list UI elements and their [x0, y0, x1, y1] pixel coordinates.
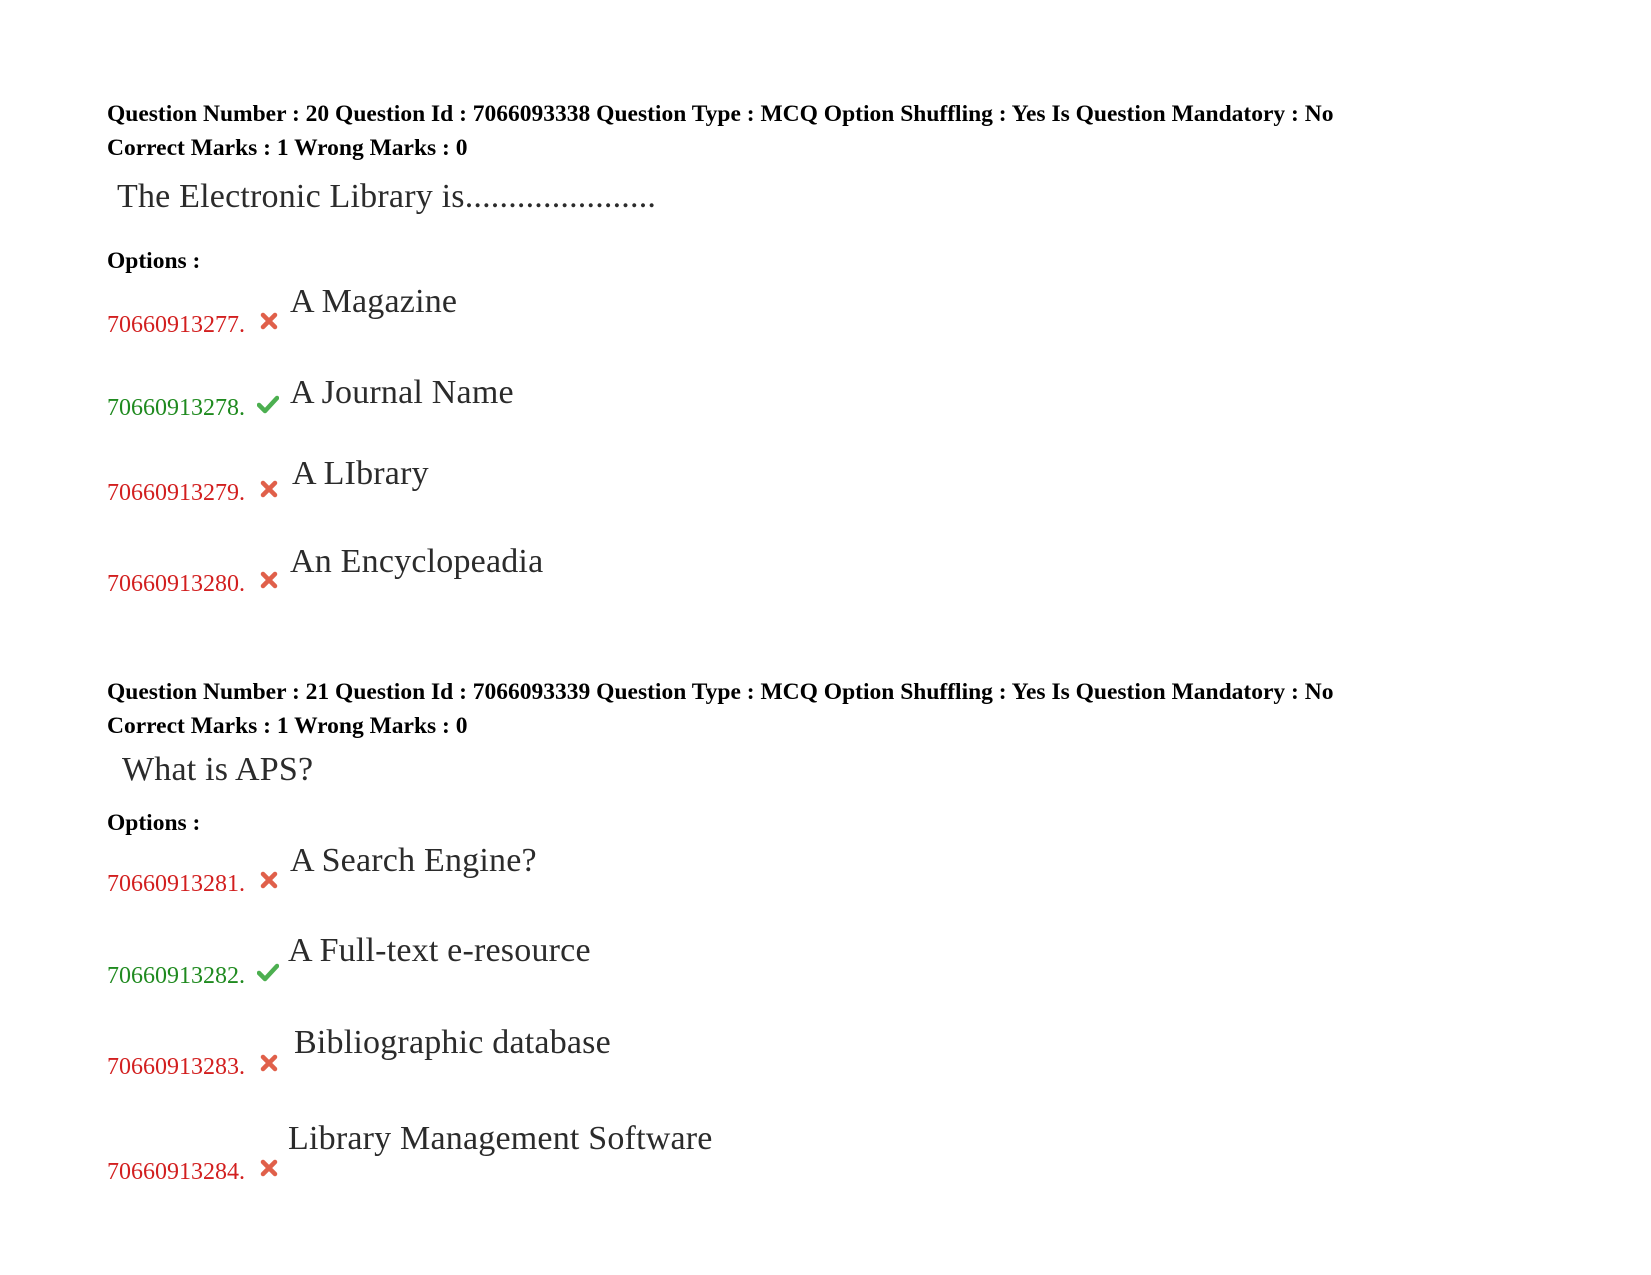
option-id: 70660913279. — [107, 480, 245, 506]
question-text: The Electronic Library is...................... — [117, 178, 657, 215]
options-label: Options : — [107, 810, 201, 836]
option-text: Library Management Software — [288, 1120, 713, 1157]
question-meta-line2: Correct Marks : 1 Wrong Marks : 0 — [107, 135, 468, 161]
cross-icon — [258, 869, 280, 891]
question-text: What is APS? — [122, 751, 314, 788]
option-text: Bibliographic database — [294, 1024, 611, 1061]
question-meta-line2: Correct Marks : 1 Wrong Marks : 0 — [107, 713, 468, 739]
question-meta-line1: Question Number : 21 Question Id : 7066093339 Question Type : MCQ Option Shuffling : Yes Is Question Mandatory : No — [107, 679, 1334, 705]
option-id: 70660913280. — [107, 571, 245, 597]
option-text: A Full-text e-resource — [288, 932, 591, 969]
check-icon — [257, 393, 279, 415]
cross-icon — [258, 1157, 280, 1179]
cross-icon — [258, 310, 280, 332]
options-label: Options : — [107, 248, 201, 274]
option-text: An Encyclopeadia — [290, 543, 544, 580]
option-text: A LIbrary — [292, 455, 429, 492]
check-icon — [257, 961, 279, 983]
option-text: A Search Engine? — [290, 842, 537, 879]
option-id: 70660913278. — [107, 395, 245, 421]
option-text: A Journal Name — [290, 374, 514, 411]
cross-icon — [258, 1052, 280, 1074]
option-id: 70660913282. — [107, 963, 245, 989]
option-text: A Magazine — [290, 283, 458, 320]
option-id: 70660913281. — [107, 871, 245, 897]
option-id: 70660913283. — [107, 1054, 245, 1080]
option-id: 70660913277. — [107, 312, 245, 338]
question-meta-line1: Question Number : 20 Question Id : 7066093338 Question Type : MCQ Option Shuffling : Yes Is Question Mandatory : No — [107, 101, 1334, 127]
option-id: 70660913284. — [107, 1159, 245, 1185]
cross-icon — [258, 569, 280, 591]
cross-icon — [258, 478, 280, 500]
